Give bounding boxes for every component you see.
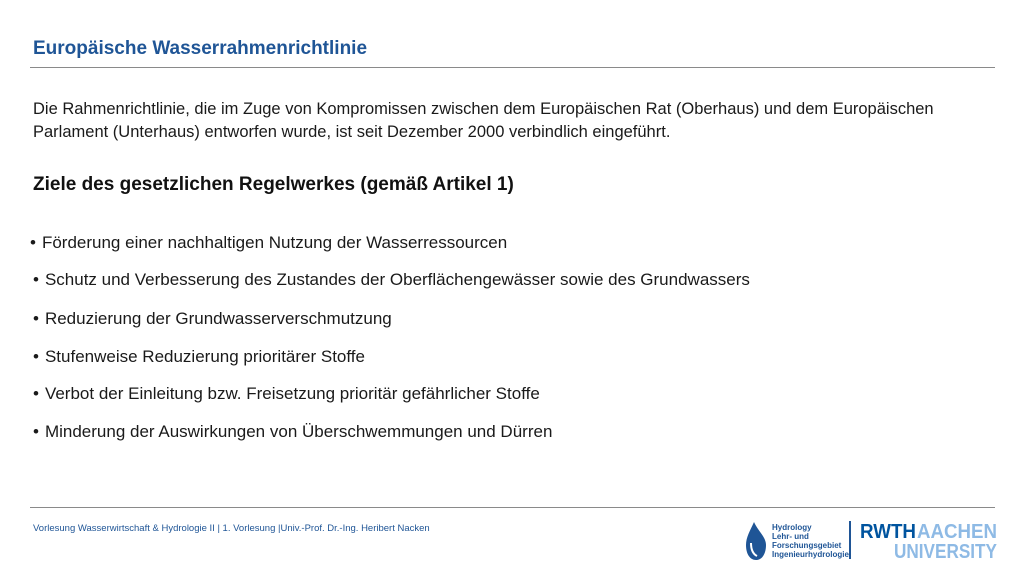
bullet-dot: • [33,422,39,441]
hydrology-logo-line-2: Lehr- und [772,532,809,541]
bullet-text: Stufenweise Reduzierung prioritärer Stoffe [44,347,365,366]
rwth-logo-rwth: RWTH [860,521,916,543]
rwth-logo-university: UNIVERSITY [894,541,998,563]
bullet-text: Minderung der Auswirkungen von Überschwemmungen und Dürren [44,422,553,441]
rwth-logo-aachen: AACHEN [917,521,997,543]
footer-divider [30,507,995,508]
bullet-text: Reduzierung der Grundwasserverschmutzung [44,309,392,328]
bullet-dot: • [30,233,36,252]
goal-bullet-5 [33,384,540,404]
goal-bullet-4 [33,347,365,367]
section-heading: Ziele des gesetzlichen Regelwerkes (gemäß Artikel 1) [33,174,514,195]
goal-bullet-2 [33,270,750,290]
slide-title: Europäische Wasserrahmenrichtlinie [33,38,368,59]
title-divider [30,67,995,68]
rwth-logo [860,519,1000,561]
hydrology-logo-line-4: Ingenieurhydrologie [772,550,849,559]
goal-bullet-6 [33,422,552,442]
bullet-dot: • [33,270,39,289]
goal-bullet-1 [30,233,507,253]
intro-paragraph: Die Rahmenrichtlinie, die im Zuge von Kompromissen zwischen dem Europäischen Rat (Oberhaus) und dem Europäischen Parlament (Unterhaus) entworfen wurde, ist seit Dezember 2000 verbindlich eingeführt. [33,100,934,141]
bullet-dot: • [33,347,39,366]
bullet-dot: • [33,384,39,403]
bullet-text: Verbot der Einleitung bzw. Freisetzung prioritär gefährlicher Stoffe [44,384,540,403]
bullet-text: Schutz und Verbesserung des Zustandes der Oberflächengewässer sowie des Grundwassers [44,270,750,289]
bullet-dot: • [33,309,39,328]
hydrology-logo-line-3: Forschungsgebiet [772,541,842,550]
hydrology-logo [744,519,849,563]
logo-separator [849,521,851,559]
goal-bullet-3 [33,309,392,329]
hydrology-logo-line-1: Hydrology [772,523,812,532]
footer-lecture-info: Vorlesung Wasserwirtschaft & Hydrologie II | 1. Vorlesung |Univ.-Prof. Dr.-Ing. Heribert Nacken [33,523,430,534]
bullet-text: Förderung einer nachhaltigen Nutzung der Wasserressourcen [41,233,508,252]
